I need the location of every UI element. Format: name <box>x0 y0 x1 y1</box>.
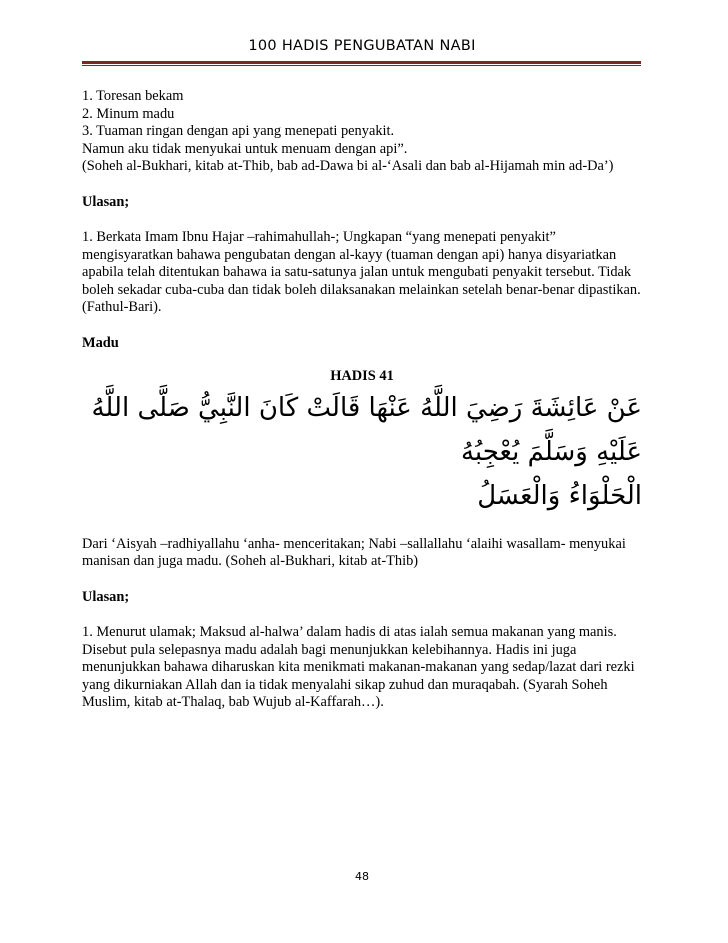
hadis-title: HADIS 41 <box>330 368 394 384</box>
header-rule-thin <box>82 65 641 66</box>
arabic-hadith-line-2: الْحَلْوَاءُ وَالْعَسَلُ <box>477 480 642 511</box>
ulasan-heading: Ulasan; <box>82 588 130 605</box>
page-content <box>82 88 642 712</box>
arabic-hadith-line-1: عَنْ عَائِشَةَ رَضِيَ اللَّهُ عَنْهَا قَالَتْ كَانَ النَّبِيُّ صَلَّى اللَّهُ عَلَيْهِ وَسَلَّمَ يُعْجِبُهُ <box>91 392 642 467</box>
page-number: 48 <box>355 870 369 883</box>
ulasan-paragraph: 1. Menurut ulamak; Maksud al-halwa’ dalam hadis di atas ialah semua makanan yang manis. Disebut pula selepasnya madu adalah bagi menunjukkan kelebihannya. Hadis ini juga menunjukkan bahawa diharuskan kita menikmati makanan-makanan yang sedap/lazat dari rezki yang dikurniakan Allah dan ia tidak menyalahi sikap zuhud dan muraqabah. (Syarah Soheh Muslim, kitab at-Thalaq, bab Wujub al-Kaffarah…). <box>82 624 635 710</box>
list-item: 3. Tuaman ringan dengan api yang menepati penyakit. <box>82 123 395 139</box>
ulasan-paragraph: 1. Berkata Imam Ibnu Hajar –rahimahullah-; Ungkapan “yang menepati penyakit” mengisyaratkan bahawa pengubatan dengan al-kayy (tuaman dengan api) hanya disyariatkan apabila telah ditentukan bahawa ia satu-satunya jalan untuk mengubati penyakit tersebut. Tidak boleh sekadar cuba-cuba dan tidak boleh dilaksanakan melainkan setelah benar-benar dipastikan. (Fathul-Bari). <box>82 229 641 315</box>
translation-paragraph: Dari ‘Aisyah –radhiyallahu ‘anha- menceritakan; Nabi –sallallahu ‘alaihi wasallam- menyukai manisan dan juga madu. (Soheh al-Bukhari, kitab at-Thib) <box>82 535 626 569</box>
reference-line: (Soheh al-Bukhari, kitab at-Thib, bab ad-Dawa bi al-‘Asali dan bab al-Hijamah min ad-Da’) <box>82 158 614 174</box>
header-rule-thick <box>82 61 641 64</box>
page-header-title: 100 HADIS PENGUBATAN NABI <box>248 38 476 54</box>
quote-line: Namun aku tidak menyukai untuk menuam dengan api”. <box>82 140 408 157</box>
list-item: 1. Toresan bekam <box>82 88 184 104</box>
ulasan-heading: Ulasan; <box>82 193 130 210</box>
list-item: 2. Minum madu <box>82 105 175 122</box>
madu-heading: Madu <box>82 334 119 351</box>
